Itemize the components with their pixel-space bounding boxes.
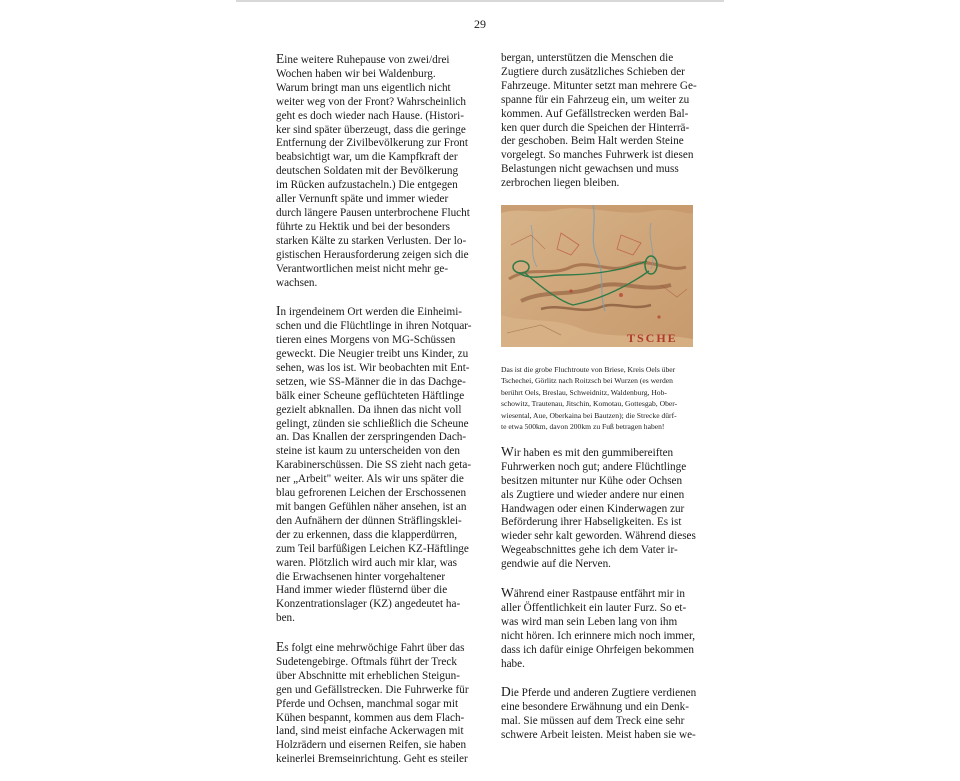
paragraph-3: Es folgt eine mehrwöchige Fahrt über das Sudetengebirge. Oftmals führt der Treck über Abschnitte mit erheblichen Steigun- gen und Gefällstrecken. Die Fuhrwerke für Pferde und Ochsen, manchmal sogar mit Kühen bespannt, kommen aus dem Flach- land, sind meist einfache Ackerwagen mit Holzrädern und eisernen Reifen, sie haben keinerlei Bremseinrichtung. Geht es steiler [276, 639, 469, 766]
page-number: 29 [474, 17, 486, 31]
paragraph-2: In irgendeinem Ort werden die Einheimi- schen und die Flüchtlinge in ihren Notquar- tieren eines Morgens von MG-Schüssen geweckt. Die Neugier treibt uns Kinder, zu sehen, was los ist. Wir beobachten mit Ent- setzen, wie SS-Männer die in das Dachge- bälk einer Scheune geflüchteten Häftlinge gezielt abknallen. Da ihnen das nicht voll gelingt, zünden sie schließlich die Scheune an. Das Knallen der zerspringenden Dach- steine ist kaum zu unterscheiden von den Karabinerschüssen. Die SS zieht nach geta- ner „Arbeit" weiter. Als wir uns später die blau gefrorenen Leichen der Erschossenen mit bangen Gefühlen näher ansehen, ist an den Aufnähern der dünnen Sträflingsklei- der zu erkennen, dass die klapperdürren, zum Teil barfüßigen Leichen KZ-Häftlinge waren. Plötzlich wird auch mir klar, was die Erwachsenen hinter vorgehaltener Hand immer wieder flüsternd über die Konzentrationslager (KZ) angedeutet ha- ben. [276, 303, 472, 625]
paragraph-2-initial: I [276, 303, 281, 319]
paragraph-5-initial: W [501, 443, 514, 459]
paragraph-7-initial: D [501, 684, 511, 700]
paragraph-6-initial: W [501, 585, 514, 600]
paragraph-1-initial: E [276, 51, 285, 66]
page-top-rule [236, 0, 724, 2]
map-label-tsche: TSCHE [627, 330, 678, 345]
paragraph-7: Die Pferde und anderen Zugtiere verdienen eine besondere Erwähnung und ein Denk- mal. Sie müssen auf dem Treck eine sehr schwere Arbeit leisten. Meist haben sie we- [501, 684, 697, 742]
left-column [276, 52, 474, 781]
paragraph-5: Wir haben es mit den gummibereiften Fuhrwerken noch gut; andere Flüchtlinge besitzen mitunter nur Kühe oder Ochsen als Zugtiere und wieder andere nur einen Handwagen oder einen Kinderwagen zur Beförderung ihrer Habseligkeiten. Es ist wieder sehr kalt geworden. Während dieses Wegeabschnittes gehe ich dem Vater ir- gendwie auf die Nerven. [501, 443, 696, 571]
paragraph-1: Eine weitere Ruhepause von zwei/drei Wochen haben wir bei Waldenburg. Warum bringt man uns eigentlich nicht weiter weg von der Front? Wahrscheinlich geht es doch wieder nach Hause. (Histori- ker sind später überzeugt, dass die geringe Entfernung der Zivilbevölkerung zur Front beabsichtigt war, um die Kampfkraft der deutschen Soldaten mit der Bevölkerung im Rücken aufzustacheln.) Die entgegen aller Vernunft späte und immer wieder durch längere Pausen unterbrochene Flucht führte zu Hektik und bei der besonders starken Kälte zu starken Verlusten. Der lo- gistischen Herausforderung zeigen sich die Verantwortlichen meist nicht mehr ge- wachsen. [276, 51, 470, 289]
paragraph-4: bergan, unterstützen die Menschen die Zugtiere durch zusätzliches Schieben der Fahrzeuge. Mitunter setzt man mehrere Ge- spanne für ein Fahrzeug ein, um weiter zu kommen. Auf Gefällstrecken werden Bal- ken quer durch die Speichen der Hinterrä- der geschoben. Beim Halt werden Steine vorgelegt. So manches Fuhrwerk ist diesen Belastungen nicht gewachsen und muss zerbrochen liegen bleiben. [501, 52, 697, 190]
escape-route-map [501, 205, 693, 347]
right-column [501, 52, 697, 757]
map-caption: Das ist die grobe Fluchtroute von Briese, Kreis Oels über Tschechei, Görlitz nach Roitzsch bei Wurzen (es werden berührt Oels, Breslau, Schweidnitz, Waldenburg, Hob- schowitz, Trautenau, Jitschin, Komotau, Gottesgab, Ober- wiesental, Aue, Oberkaina bei Bautzen); die Strecke dürf- te etwa 500km, davon 200km zu Fuß betragen haben! [501, 364, 678, 432]
paragraph-3-initial: E [276, 639, 285, 655]
paragraph-6: Während einer Rastpause entfährt mir in aller Öffentlichkeit ein lauter Furz. So et- was wird man sein Leben lang von ihm nicht hören. Ich erinnere mich noch immer, dass ich dafür einige Ohrfeigen bekommen habe. [501, 585, 696, 670]
